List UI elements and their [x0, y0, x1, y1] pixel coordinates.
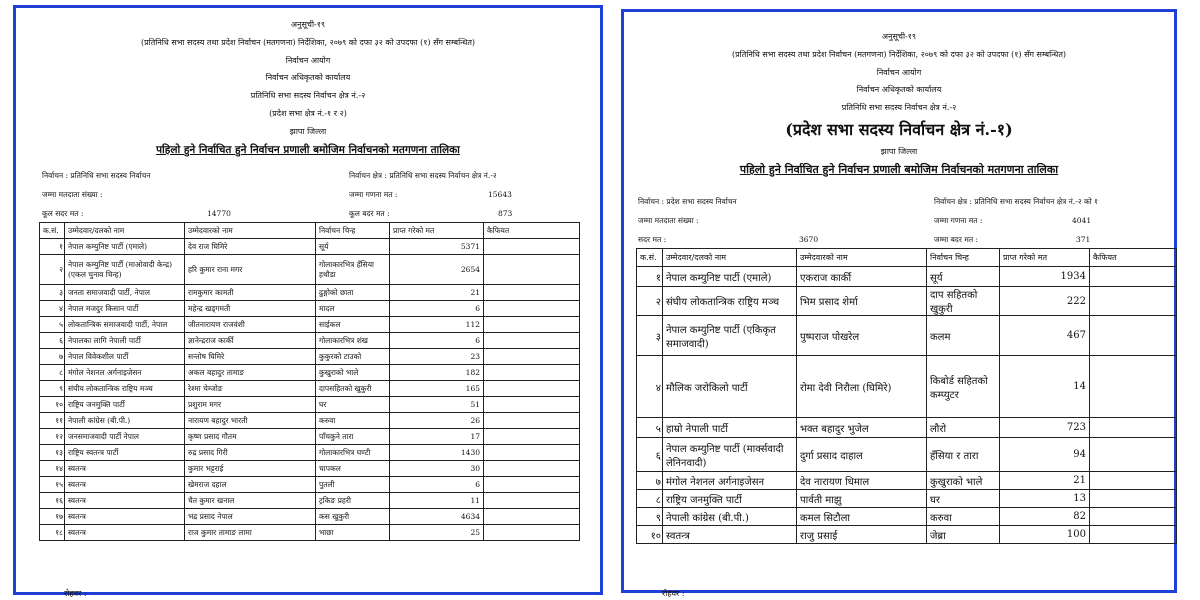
party-cell: स्वतन्त्र	[65, 525, 185, 541]
total-counted-label: जम्मा गणना मत :	[349, 190, 398, 199]
votes-cell: 723	[1000, 418, 1090, 438]
table-row	[40, 301, 580, 317]
symbol-cell: करुवा	[316, 413, 390, 429]
col-serial: क.सं.	[637, 249, 663, 267]
table-row	[637, 472, 1177, 490]
result-sheet-right	[621, 9, 1177, 598]
table-row	[637, 490, 1177, 508]
candidate-cell: रोमा देवी निरौला (घिमिरे)	[797, 356, 927, 418]
serial-cell: ८	[637, 490, 663, 508]
table-row	[637, 526, 1177, 544]
table-row	[637, 418, 1177, 438]
sheet-title: पहिलो हुने निर्वाचित हुने निर्वाचन प्रणाली बमोजिम निर्वाचनको मतगणना तालिका	[739, 162, 1059, 176]
remarks-cell	[1090, 490, 1177, 508]
results-table	[39, 222, 580, 541]
col-symbol: निर्वाचन चिन्ह	[927, 249, 1000, 267]
remarks-cell	[484, 493, 580, 509]
candidate-cell: दुर्गा प्रसाद दाहाल	[797, 438, 927, 472]
party-cell: राष्ट्रिय जनमुक्ति पार्टी	[65, 397, 185, 413]
office-name: निर्वाचन अधिकृतको कार्यालय	[856, 85, 942, 95]
serial-cell: २	[40, 255, 65, 285]
col-candidate: उम्मेदवारको नाम	[185, 223, 316, 239]
table-row	[637, 287, 1177, 316]
party-cell: नेपाल कम्युनिष्ट पार्टी (एकिकृत समाजवादी)	[663, 316, 797, 356]
symbol-cell: ढुङ्गोको छाता	[316, 285, 390, 301]
remarks-cell	[1090, 508, 1177, 526]
col-party: उम्मेदवार/दलको नाम	[65, 223, 185, 239]
table-row	[40, 509, 580, 525]
remarks-cell	[1090, 287, 1177, 316]
party-cell: राष्ट्रिय स्वतन्त्र पार्टी	[65, 445, 185, 461]
table-row	[637, 356, 1177, 418]
total-counted-value: 15643	[488, 190, 512, 199]
province-constituency: (प्रदेश सभा क्षेत्र नं.-१ र २)	[269, 108, 347, 118]
serial-cell: १२	[40, 429, 65, 445]
votes-cell: 82	[1000, 508, 1090, 526]
serial-cell: १४	[40, 461, 65, 477]
table-row	[40, 333, 580, 349]
serial-cell: ६	[40, 333, 65, 349]
candidate-cell: सन्तोष घिमिरे	[185, 349, 316, 365]
votes-cell: 17	[390, 429, 484, 445]
valid-votes-label: कूल सदर मत :	[42, 209, 84, 218]
total-counted-label: जम्मा गणना मत :	[934, 216, 983, 225]
votes-cell: 4634	[390, 509, 484, 525]
table-row	[40, 349, 580, 365]
party-cell: संघीय लोकतान्त्रिक राष्ट्रिय मञ्च	[663, 287, 797, 316]
party-cell: जनता समाजवादी पार्टी, नेपाल	[65, 285, 185, 301]
symbol-cell: मादल	[316, 301, 390, 317]
results-table	[636, 248, 1177, 544]
table-row	[637, 438, 1177, 472]
candidate-cell: जीतनारायण राजवंशी	[185, 317, 316, 333]
serial-cell: ७	[637, 472, 663, 490]
symbol-cell: भाछा	[316, 525, 390, 541]
sheet-title: पहिलो हुने निर्वाचित हुने निर्वाचन प्रणाली बमोजिम निर्वाचनको मतगणना तालिका	[156, 143, 460, 156]
votes-cell: 165	[390, 381, 484, 397]
serial-cell: ४	[637, 356, 663, 418]
annex-label: अनुसूची-१९	[881, 32, 917, 41]
remarks-cell	[484, 317, 580, 333]
table-row	[637, 508, 1177, 526]
total-counted-value: 4041	[1072, 216, 1092, 225]
annex-label: अनुसूची-१९	[290, 20, 326, 29]
remarks-cell	[1090, 526, 1177, 544]
serial-cell: १३	[40, 445, 65, 461]
remarks-cell	[484, 255, 580, 285]
votes-cell: 467	[1000, 316, 1090, 356]
remarks-cell	[1090, 472, 1177, 490]
district-name: झापा जिल्ला	[289, 126, 327, 136]
party-cell: स्वतन्त्र	[663, 526, 797, 544]
table-row	[40, 317, 580, 333]
remarks-cell	[484, 301, 580, 317]
table-row	[40, 365, 580, 381]
table-row	[40, 255, 580, 285]
symbol-cell: घर	[316, 397, 390, 413]
symbol-cell: हँसिया र तारा	[927, 438, 1000, 472]
votes-cell: 23	[390, 349, 484, 365]
table-header-row	[637, 249, 1177, 267]
serial-cell: ६	[637, 438, 663, 472]
remarks-cell	[1090, 438, 1177, 472]
total-voters-label: जम्मा मतदाता संख्या :	[638, 216, 699, 225]
symbol-cell: कुखुराको भाले	[316, 365, 390, 381]
table-row	[40, 429, 580, 445]
candidate-cell: महेन्द्र खड्‌गमती	[185, 301, 316, 317]
serial-cell: १७	[40, 509, 65, 525]
candidate-cell: देव नारायण धिमाल	[797, 472, 927, 490]
votes-cell: 21	[390, 285, 484, 301]
invalid-votes-label: कूल बदर मत :	[349, 209, 390, 218]
symbol-cell: गोलाकारभित्र शंख	[316, 333, 390, 349]
serial-cell: ५	[40, 317, 65, 333]
votes-cell: 5371	[390, 239, 484, 255]
candidate-cell: भिम प्रसाद शेर्मा	[797, 287, 927, 316]
symbol-cell: दापसहितको खुकुरी	[316, 381, 390, 397]
serial-cell: ९	[40, 381, 65, 397]
serial-cell: ७	[40, 349, 65, 365]
valid-votes-label: सदर मत :	[638, 235, 667, 244]
invalid-votes-label: जम्मा बदर मत :	[934, 235, 979, 244]
result-sheet-left	[13, 5, 603, 598]
remarks-cell	[484, 461, 580, 477]
party-cell: संघीय लोकतान्त्रिक राष्ट्रिय मञ्च	[65, 381, 185, 397]
party-cell: नेपाल कम्युनिष्ट पार्टी (मार्क्सवादी लेनिनवादी)	[663, 438, 797, 472]
serial-cell: ८	[40, 365, 65, 381]
table-row	[637, 316, 1177, 356]
party-cell: जनसमाजवादी पार्टी नेपाल	[65, 429, 185, 445]
col-candidate: उम्मेदवारको नाम	[797, 249, 927, 267]
candidate-cell: राज कुमार तामाङ लामा	[185, 525, 316, 541]
symbol-cell: कुकुरको टाउको	[316, 349, 390, 365]
party-cell: लोकतान्त्रिक समाजवादी पार्टी, नेपाल	[65, 317, 185, 333]
candidate-cell: कुमार भट्टराई	[185, 461, 316, 477]
symbol-cell: कस खुकुरी	[316, 509, 390, 525]
remarks-cell	[1090, 316, 1177, 356]
remarks-cell	[484, 381, 580, 397]
election-label: निर्वाचन : प्रदेश सभा सदस्य निर्वाचन	[638, 197, 737, 206]
votes-cell: 182	[390, 365, 484, 381]
invalid-votes-value: 371	[1076, 235, 1091, 244]
candidate-cell: पार्वती माझु	[797, 490, 927, 508]
votes-cell: 1934	[1000, 267, 1090, 287]
remarks-cell	[484, 365, 580, 381]
party-cell: नेपाल विवेकशील पार्टी	[65, 349, 185, 365]
sheet-header	[16, 16, 600, 159]
votes-cell: 6	[390, 477, 484, 493]
candidate-cell: हरि कुमार राना मगर	[185, 255, 316, 285]
table-row	[40, 445, 580, 461]
commission-name: निर्वाचन आयोग	[285, 55, 331, 65]
remarks-cell	[484, 349, 580, 365]
constituency-label: निर्वाचन क्षेत्र : प्रतिनिधि सभा सदस्य निर्वाचन क्षेत्र नं.-२	[349, 171, 497, 180]
party-cell: हाम्रो नेपाली पार्टी	[663, 418, 797, 438]
witness-label: रोहवर :	[662, 589, 685, 598]
remarks-cell	[484, 397, 580, 413]
party-cell: नेपाली कांग्रेस (बी.पी.)	[663, 508, 797, 526]
office-name: निर्वाचन अधिकृतको कार्यालय	[265, 73, 351, 83]
serial-cell: ३	[40, 285, 65, 301]
votes-cell: 30	[390, 461, 484, 477]
table-row	[637, 267, 1177, 287]
candidate-cell: देव राज घिमिरे	[185, 239, 316, 255]
symbol-cell: जेब्रा	[927, 526, 1000, 544]
votes-cell: 6	[390, 333, 484, 349]
constituency-label: निर्वाचन क्षेत्र : प्रतिनिधि सभा सदस्य निर्वाचन क्षेत्र नं.-२ को १	[934, 197, 1099, 206]
symbol-cell: पुतली	[316, 477, 390, 493]
serial-cell: ४	[40, 301, 65, 317]
constituency-name: प्रतिनिधि सभा सदस्य निर्वाचन क्षेत्र नं.-२	[250, 91, 366, 101]
commission-name: निर्वाचन आयोग	[876, 67, 922, 77]
remarks-cell	[1090, 418, 1177, 438]
serial-cell: ११	[40, 413, 65, 429]
sheet-header	[624, 28, 1174, 179]
party-cell: स्वतन्त्र	[65, 477, 185, 493]
remarks-cell	[484, 429, 580, 445]
serial-cell: २	[637, 287, 663, 316]
serial-cell: ५	[637, 418, 663, 438]
col-remarks: कैफियत	[484, 223, 580, 239]
sheet-meta	[624, 192, 1174, 249]
remarks-cell	[1090, 356, 1177, 418]
serial-cell: १५	[40, 477, 65, 493]
col-serial: क.सं.	[40, 223, 65, 239]
votes-cell: 21	[1000, 472, 1090, 490]
party-cell: नेपाल कम्युनिष्ट पार्टी (माओवादी केन्द्र)(एकल चुनाव चिन्ह)	[65, 255, 185, 285]
votes-cell: 26	[390, 413, 484, 429]
valid-votes-value: 14770	[207, 209, 231, 218]
party-cell: राष्ट्रिय जनमुक्ति पार्टी	[663, 490, 797, 508]
election-label: निर्वाचन : प्रतिनिधि सभा सदस्य निर्वाचन	[42, 171, 151, 180]
serial-cell: १०	[40, 397, 65, 413]
votes-cell: 11	[390, 493, 484, 509]
candidate-cell: खेमराज दहाल	[185, 477, 316, 493]
symbol-cell: चापकल	[316, 461, 390, 477]
votes-cell: 2654	[390, 255, 484, 285]
valid-votes-value: 3670	[799, 235, 819, 244]
witness-label: रोहवर :	[64, 589, 87, 598]
symbol-cell: गोलाकारभित्र हँसिया हथौडा	[316, 255, 390, 285]
col-remarks: कैफियत	[1090, 249, 1177, 267]
party-cell: स्वतन्त्र	[65, 493, 185, 509]
symbol-cell: सूर्य	[316, 239, 390, 255]
sheet-meta	[16, 166, 600, 223]
remarks-cell	[484, 239, 580, 255]
col-votes: प्राप्त गरेको मत	[390, 223, 484, 239]
party-cell: नेपाली कांग्रेस (बी.पी.)	[65, 413, 185, 429]
col-party: उम्मेदवार/दलको नाम	[663, 249, 797, 267]
candidate-cell: रामकुमार कामती	[185, 285, 316, 301]
party-cell: मौलिक जरोकिलो पार्टी	[663, 356, 797, 418]
votes-cell: 6	[390, 301, 484, 317]
candidate-cell: प्रशुराम मगर	[185, 397, 316, 413]
remarks-cell	[484, 477, 580, 493]
candidate-cell: नारायण बहादुर भारती	[185, 413, 316, 429]
candidate-cell: ज्ञानेन्द्रराज कार्की	[185, 333, 316, 349]
serial-cell: ९	[637, 508, 663, 526]
party-cell: नेपालका लागि नेपाली पार्टी	[65, 333, 185, 349]
candidate-cell: अकल बहादुर तामाङ	[185, 365, 316, 381]
table-row	[40, 285, 580, 301]
col-symbol: निर्वाचन चिन्ह	[316, 223, 390, 239]
votes-cell: 94	[1000, 438, 1090, 472]
votes-cell: 25	[390, 525, 484, 541]
candidate-cell: कृष्ण प्रसाद गौतम	[185, 429, 316, 445]
votes-cell: 100	[1000, 526, 1090, 544]
symbol-cell: गोलाकारभित्र घण्टी	[316, 445, 390, 461]
candidate-cell: रेश्मा चेम्जोङ	[185, 381, 316, 397]
table-row	[40, 413, 580, 429]
table-row	[40, 239, 580, 255]
candidate-cell: भद्र प्रसाद नेपाल	[185, 509, 316, 525]
constituency-name: प्रतिनिधि सभा सदस्य निर्वाचन क्षेत्र नं.-२	[841, 103, 957, 113]
col-votes: प्राप्त गरेको मत	[1000, 249, 1090, 267]
symbol-cell: करुवा	[927, 508, 1000, 526]
table-row	[40, 381, 580, 397]
candidate-cell: कमल सिटौला	[797, 508, 927, 526]
party-cell: नेपाल कम्युनिष्ट पार्टी (एमाले)	[65, 239, 185, 255]
remarks-cell	[484, 525, 580, 541]
candidate-cell: पुष्पराज पोखरेल	[797, 316, 927, 356]
serial-cell: १०	[637, 526, 663, 544]
candidate-cell: एकराज कार्की	[797, 267, 927, 287]
votes-cell: 13	[1000, 490, 1090, 508]
invalid-votes-value: 873	[498, 209, 513, 218]
serial-cell: ३	[637, 316, 663, 356]
votes-cell: 51	[390, 397, 484, 413]
votes-cell: 1430	[390, 445, 484, 461]
symbol-cell: कलम	[927, 316, 1000, 356]
symbol-cell: किबोर्ड सहितको कम्प्युटर	[927, 356, 1000, 418]
symbol-cell: लौरो	[927, 418, 1000, 438]
remarks-cell	[484, 333, 580, 349]
province-constituency: (प्रदेश सभा सदस्य निर्वाचन क्षेत्र नं.-१)	[785, 119, 1013, 139]
party-cell: नेपाल मजदुर किसान पार्टी	[65, 301, 185, 317]
total-voters-label: जम्मा मतदाता संख्या :	[42, 190, 103, 199]
remarks-cell	[484, 413, 580, 429]
directive-reference: (प्रतिनिधि सभा सदस्य तथा प्रदेश निर्वाचन (मतगणना) निर्देशिका, २०७९ को दफा ३२ को उपदफा (१) सँग सम्बन्धित)	[140, 37, 476, 47]
votes-cell: 14	[1000, 356, 1090, 418]
party-cell: स्वतन्त्र	[65, 461, 185, 477]
remarks-cell	[484, 509, 580, 525]
serial-cell: १	[40, 239, 65, 255]
serial-cell: १६	[40, 493, 65, 509]
remarks-cell	[484, 445, 580, 461]
district-name: झापा जिल्ला	[880, 146, 918, 156]
symbol-cell: कुखुराको भाले	[927, 472, 1000, 490]
party-cell: मंगोल नेशनल अर्गनाइजेसन	[663, 472, 797, 490]
symbol-cell: दाप सहितको खुकुरी	[927, 287, 1000, 316]
party-cell: मंगोल नेशनल अर्गनाइजेसन	[65, 365, 185, 381]
serial-cell: १८	[40, 525, 65, 541]
remarks-cell	[1090, 267, 1177, 287]
candidate-cell: भक्त बहादुर भुजेल	[797, 418, 927, 438]
table-row	[40, 525, 580, 541]
remarks-cell	[484, 285, 580, 301]
symbol-cell: सूर्य	[927, 267, 1000, 287]
table-header-row	[40, 223, 580, 239]
symbol-cell: घर	[927, 490, 1000, 508]
symbol-cell: ट्रकिङ प्रहरी	[316, 493, 390, 509]
symbol-cell: पाँचकुने तारा	[316, 429, 390, 445]
candidate-cell: राजु प्रसाई	[797, 526, 927, 544]
directive-reference: (प्रतिनिधि सभा सदस्य तथा प्रदेश निर्वाचन (मतगणना) निर्देशिका, २०७९ को दफा ३२ को उपदफा (१) सँग सम्बन्धित)	[731, 49, 1067, 59]
symbol-cell: साईकल	[316, 317, 390, 333]
candidate-cell: चैत कुमार खनाल	[185, 493, 316, 509]
party-cell: नेपाल कम्युनिष्ट पार्टी (एमाले)	[663, 267, 797, 287]
table-row	[40, 477, 580, 493]
candidate-cell: रुद्र प्रसाद गिरी	[185, 445, 316, 461]
votes-cell: 112	[390, 317, 484, 333]
serial-cell: १	[637, 267, 663, 287]
table-row	[40, 493, 580, 509]
votes-cell: 222	[1000, 287, 1090, 316]
table-row	[40, 461, 580, 477]
table-row	[40, 397, 580, 413]
party-cell: स्वतन्त्र	[65, 509, 185, 525]
